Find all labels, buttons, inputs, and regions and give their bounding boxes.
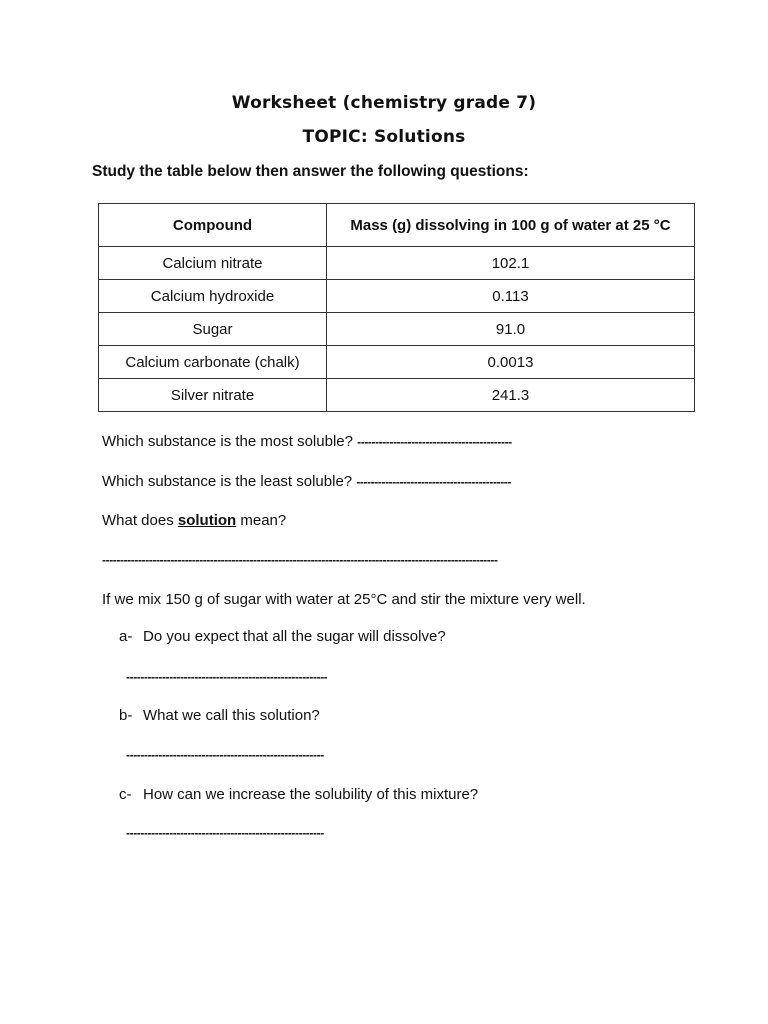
answer-blank[interactable]: ------------------------------------------------------- [126,826,324,840]
sub-question-text: How can we increase the solubility of this mixture? [143,786,479,803]
mass-cell: 0.113 [327,280,695,313]
sub-question-a [119,628,446,645]
question-text: Which substance is the most soluble? [102,433,358,450]
mass-cell: 91.0 [327,313,695,346]
sub-question-label: b- [119,707,133,724]
answer-blank[interactable]: ------------------------------------------- [356,475,511,489]
question-text-suffix: mean? [236,512,287,529]
question-sugar-mix: If we mix 150 g of sugar with water at 25°C and stir the mixture very well. [102,591,586,608]
sub-question-c [119,786,478,803]
worksheet-title: Worksheet (chemistry grade 7) [231,93,537,113]
sub-question-text: What we call this solution? [143,707,320,724]
answer-blank[interactable]: ------------------------------------------- [357,435,512,449]
question-text: Which substance is the least soluble? [102,473,357,490]
compound-cell: Calcium hydroxide [99,280,327,313]
mass-cell: 241.3 [327,379,695,412]
question-least-soluble [102,473,511,490]
sub-question-label: c- [119,786,132,803]
answer-blank[interactable]: -------------------------------------------------------- [126,670,328,684]
sub-question-label: a- [119,628,133,645]
topic-title: TOPIC: Solutions [302,127,466,147]
table-row [99,379,695,412]
table-row [99,313,695,346]
mass-cell: 102.1 [327,247,695,280]
answer-blank[interactable]: -------------------------------------------------------------------------------------------------------------- [102,553,498,567]
sub-question-b [119,707,320,724]
table-row [99,346,695,379]
compound-cell: Sugar [99,313,327,346]
compound-cell: Silver nitrate [99,379,327,412]
compound-cell: Calcium carbonate (chalk) [99,346,327,379]
question-text-prefix: What does [102,512,178,529]
question-solution-meaning [102,512,286,529]
mass-cell: 0.0013 [327,346,695,379]
column-header-mass: Mass (g) dissolving in 100 g of water at 25 °C [327,204,695,247]
keyword-solution: solution [177,512,237,529]
sub-question-text: Do you expect that all the sugar will dissolve? [143,628,446,645]
table-row [99,247,695,280]
solubility-table [98,203,695,412]
column-header-compound: Compound [99,204,327,247]
table-row [99,280,695,313]
table-header-row [99,204,695,247]
instruction-text: Study the table below then answer the following questions: [92,163,529,180]
answer-blank[interactable]: ------------------------------------------------------- [126,748,324,762]
compound-cell: Calcium nitrate [99,247,327,280]
question-most-soluble [102,433,512,450]
